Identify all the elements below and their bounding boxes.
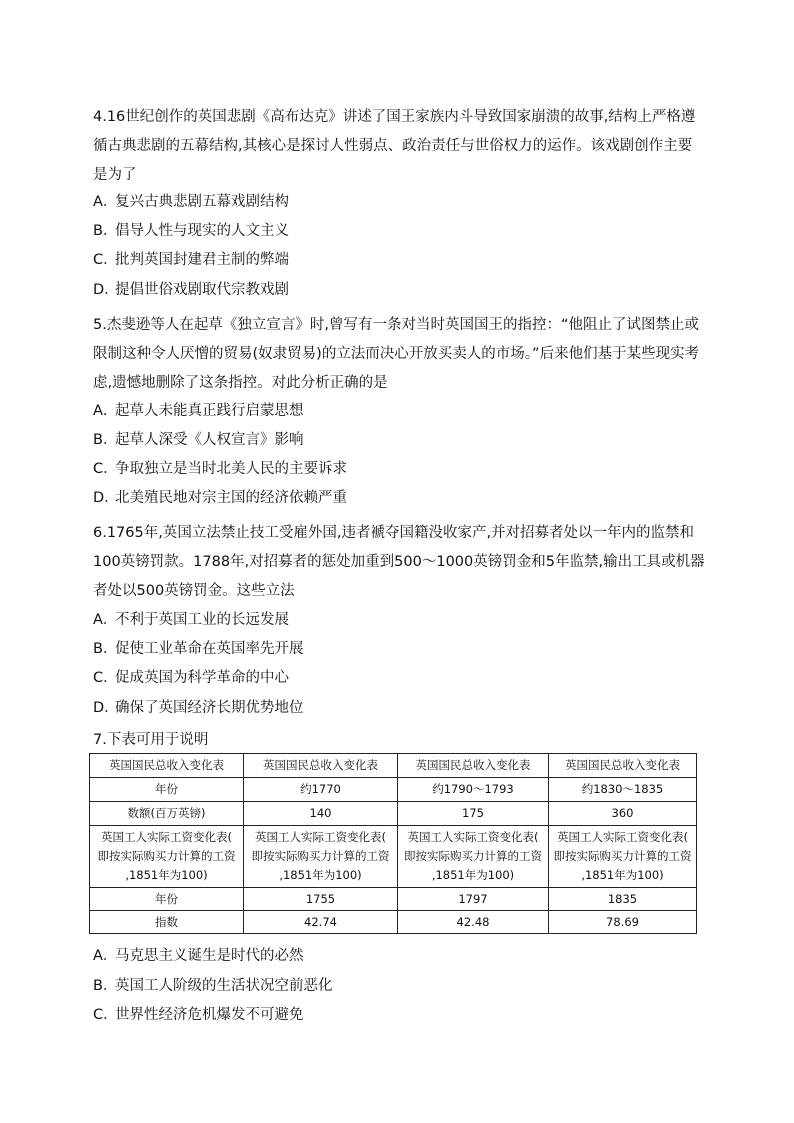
table-cell: 约1790～1793 [398,778,549,802]
table-cell: 年份 [90,778,244,802]
question-5-stem: 5.杰斐逊等人在起草《独立宣言》时,曾写有一条对当时英国国王的指控：“他阻止了试图禁止或限制这种令人厌憎的贸易(奴隶贸易)的立法而决心开放买卖人的市场。”后来他们基于某些现实考虑,遗憾地删除了这条指控。对此分析正确的是 [93,317,700,391]
cell-line: 即按实际购买力计算的工资 [97,849,236,863]
table-cell: 约1830～1835 [549,778,697,802]
option-letter: C． [93,670,118,686]
question-5-option-d[interactable] [93,488,347,508]
option-text: 世界性经济危机爆发不可避免 [115,1007,304,1023]
question-7-option-b[interactable] [93,976,333,996]
option-text: 批判英国封建君主制的弊端 [115,252,289,268]
cell-line: ,1851年为100) [125,868,208,882]
table-cell: 42.48 [398,911,549,934]
table-cell: 140 [244,802,398,826]
question-4-stem: 4.16世纪创作的英国悲剧《高布达克》讲述了国王家族内斗导致国家崩溃的故事,结构上严格遵循古典悲剧的五幕结构,其核心是探讨人性弱点、政治责任与世俗权力的运作。该戏剧创作主要是为了 [93,109,696,183]
table-row [90,888,697,911]
option-letter: A． [93,403,118,419]
table-cell: 175 [398,802,549,826]
cell-line: 英国工人实际工资变化表( [255,830,386,844]
table-row [90,778,697,802]
cell-line: 英国工人实际工资变化表( [101,830,232,844]
table-cell: 年份 [90,888,244,911]
table-cell [90,826,244,888]
cell-line: 英国工人实际工资变化表( [407,830,539,844]
question-4-option-b[interactable] [93,221,289,241]
option-letter: B． [93,432,118,448]
question-6-option-c[interactable] [93,668,289,688]
table-cell: 360 [549,802,697,826]
option-text: 英国工人阶级的生活状况空前恶化 [115,978,333,994]
option-letter: C． [93,1007,118,1023]
option-letter: D． [93,490,119,506]
option-letter: D． [93,282,119,298]
table-cell: 指数 [90,911,244,934]
option-text: 促成英国为科学革命的中心 [115,670,289,686]
option-text: 起草人未能真正践行启蒙思想 [115,403,304,419]
question-5-option-c[interactable] [93,459,347,479]
cell-line: 即按实际购买力计算的工资 [251,849,390,863]
option-letter: B． [93,978,118,994]
option-text: 提倡世俗戏剧取代宗教戏剧 [115,282,289,298]
table-row [90,754,697,778]
question-4-option-d[interactable] [93,280,289,300]
question-5-option-b[interactable] [93,430,304,450]
option-text: 北美殖民地对宗主国的经济依赖严重 [115,490,347,506]
table-cell: 约1770 [244,778,398,802]
table-cell: 1797 [398,888,549,911]
table-cell [398,826,549,888]
option-text: 确保了英国经济长期优势地位 [115,700,304,716]
income-wage-table [89,753,697,934]
table-cell: 78.69 [549,911,697,934]
table-cell: 42.74 [244,911,398,934]
option-text: 起草人深受《人权宣言》影响 [115,432,304,448]
option-letter: A． [93,948,118,964]
table-cell: 英国国民总收入变化表 [398,754,549,778]
option-text: 不利于英国工业的长远发展 [115,612,289,628]
question-6-option-b[interactable] [93,639,304,659]
question-7-option-a[interactable] [93,946,304,966]
option-text: 复兴古典悲剧五幕戏剧结构 [115,194,289,210]
question-7-option-c[interactable] [93,1005,304,1025]
table-cell: 英国国民总收入变化表 [90,754,244,778]
table-cell: 1755 [244,888,398,911]
table-row [90,826,697,888]
option-letter: B． [93,223,118,239]
cell-line: ,1851年为100) [279,868,362,882]
cell-line: ,1851年为100) [581,868,664,882]
table-cell: 数额(百万英镑) [90,802,244,826]
option-text: 促使工业革命在英国率先开展 [115,641,304,657]
table-cell [244,826,398,888]
option-letter: C． [93,252,118,268]
question-6-stem: 6.1765年,英国立法禁止技工受雇外国,违者褫夺国籍没收家产,并对招募者处以一年内的监禁和100英镑罚款。1788年,对招募者的惩处加重到500～1000英镑罚金和5年监禁,输出工具或机器者处以500英镑罚金。这些立法 [93,525,705,599]
table-row [90,802,697,826]
option-letter: D． [93,700,119,716]
option-letter: C． [93,461,118,477]
question-5-option-a[interactable] [93,401,304,421]
table-cell: 1835 [549,888,697,911]
cell-line: 即按实际购买力计算的工资 [553,849,692,863]
table-cell [549,826,697,888]
option-text: 倡导人性与现实的人文主义 [115,223,289,239]
option-text: 马克思主义诞生是时代的必然 [115,948,304,964]
question-4-option-a[interactable] [93,192,289,212]
question-7-stem: 7.下表可用于说明 [93,732,209,748]
cell-line: 即按实际购买力计算的工资 [404,849,542,863]
table-cell: 英国国民总收入变化表 [549,754,697,778]
option-text: 争取独立是当时北美人民的主要诉求 [115,461,347,477]
cell-line: 英国工人实际工资变化表( [557,830,688,844]
cell-line: ,1851年为100) [431,868,515,882]
option-letter: A． [93,194,118,210]
question-6-option-a[interactable] [93,610,289,630]
option-letter: A． [93,612,118,628]
option-letter: B． [93,641,118,657]
question-6-option-d[interactable] [93,698,304,718]
table-cell: 英国国民总收入变化表 [244,754,398,778]
table-row [90,911,697,934]
question-4-option-c[interactable] [93,250,289,270]
